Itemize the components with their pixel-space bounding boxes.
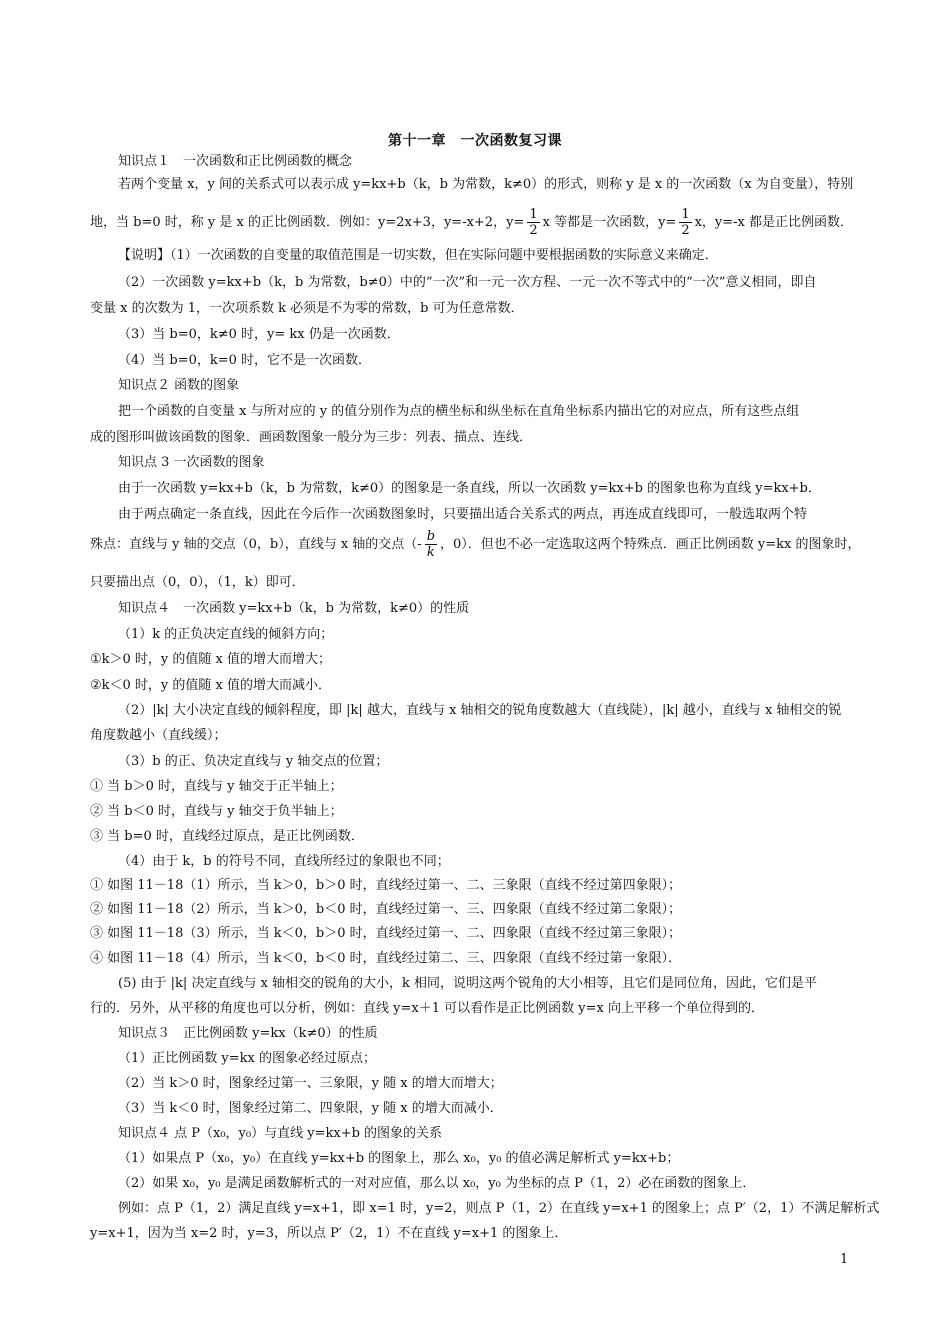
knowledge-point-4-heading: 知识点４ 一次函数 y=kx+b（k，b 为常数，k≠0）的性质 xyxy=(118,601,470,616)
fraction-one-half xyxy=(679,207,691,238)
paragraph-line: （4）由于 k，b 的符号不同，直线所经过的象限也不同； xyxy=(118,854,450,869)
knowledge-point-1-heading: 知识点１ 一次函数和正比例函数的概念 xyxy=(118,154,353,169)
paragraph-line: （2）一次函数 y=kx+b（k，b 为常数，b≠0）中的“一次”和一元一次方程、一元一次不等式中的“一次”意义相同，即自 xyxy=(118,275,817,290)
paragraph-line: 由于一次函数 y=kx+b（k，b 为常数，k≠0）的图象是一条直线，所以一次函数 y=kx+b 的图象也称为直线 y=kx+b． xyxy=(118,481,821,496)
paragraph-line: （3）b 的正、负决定直线与 y 轴交点的位置； xyxy=(118,754,389,769)
paragraph-line: （2）|k| 大小决定直线的倾斜程度，即 |k| 越大，直线与 x 轴相交的锐角度数越大（直线陡），|k| 越小，直线与 x 轴相交的锐 xyxy=(118,703,842,718)
chapter-title: 第十一章 一次函数复习课 xyxy=(388,133,562,149)
knowledge-point-3-heading: 知识点 3 一次函数的图象 xyxy=(118,455,265,470)
text-segment: 殊点：直线与 y 轴的交点（0，b），直线与 x 轴的交点（- xyxy=(90,537,422,552)
paragraph-line: （3）当 k＜0 时，图象经过第二、四象限，y 随 x 的增大而减小． xyxy=(118,1101,503,1116)
paragraph-line: ① 如图 11－18（1）所示，当 k＞0，b＞0 时，直线经过第一、二、三象限（直线不经过第四象限）； xyxy=(90,878,682,893)
paragraph-line: 由于两点确定一条直线，因此在今后作一次函数图象时，只要描出适合关系式的两点，再连成直线即可，一般选取两个特 xyxy=(118,507,808,522)
paragraph-line: 把一个函数的自变量 x 与所对应的 y 的值分别作为点的横坐标和纵坐标在直角坐标系内描出它的对应点，所有这些点组 xyxy=(118,404,800,419)
paragraph-line: （1）k 的正负决定直线的倾斜方向； xyxy=(118,627,334,642)
fraction-denominator: 2 xyxy=(529,223,538,238)
paragraph-line: （3）当 b=0，k≠0 时，y= kx 仍是一次函数． xyxy=(118,327,400,342)
paragraph-line: 变量 x 的次数为 1，一次项系数 k 必须是不为零的常数，b 可为任意常数． xyxy=(90,301,524,316)
paragraph-line: （1）如果点 P（x₀，y₀）在直线 y=kx+b 的图象上，那么 x₀，y₀ 的值必满足解析式 y=kx+b； xyxy=(118,1151,680,1166)
knowledge-point-6-heading: 知识点４ 点 P（x₀，y₀）与直线 y=kx+b 的图象的关系 xyxy=(118,1126,443,1141)
paragraph-line: ②k＜0 时，y 的值随 x 值的增大而减小． xyxy=(90,678,332,693)
paragraph-line: (5) 由于 |k| 决定直线与 x 轴相交的锐角的大小，k 相同，说明这两个锐角的大小相等，且它们是同位角，因此，它们是平 xyxy=(118,976,818,991)
fraction-one-half xyxy=(527,207,539,238)
paragraph-line: y=x+1，因为当 x=2 时，y=3，所以点 P′（2，1）不在直线 y=x+1 的图象上． xyxy=(90,1226,568,1241)
fraction-denominator: 2 xyxy=(681,223,690,238)
fraction-numerator: b xyxy=(426,529,436,544)
paragraph-line: 成的图形叫做该函数的图象．画函数图象一般分为三步：列表、描点、连线． xyxy=(90,430,533,445)
paragraph-line: ① 当 b＞0 时，直线与 y 轴交于正半轴上； xyxy=(90,779,343,794)
paragraph-line xyxy=(90,527,880,563)
page-number: 1 xyxy=(840,1252,849,1267)
text-segment: x，y=-x 都是正比例函数． xyxy=(694,215,854,230)
fraction-b-over-k xyxy=(425,529,437,560)
paragraph-line: （2）如果 x₀，y₀ 是满足函数解析式的一对对应值，那么以 x₀，y₀ 为坐标的点 P（1，2）必在函数的图象上． xyxy=(118,1176,756,1191)
text-segment: 地，当 b=0 时，称 y 是 x 的正比例函数．例如：y=2x+3，y=-x+2，y= xyxy=(90,215,525,230)
paragraph-line: 角度数越小（直线缓）； xyxy=(90,728,227,743)
paragraph-line: 只要描出点（0，0），（1，k）即可． xyxy=(90,575,305,590)
text-segment: x 等都是一次函数，y= xyxy=(542,215,677,230)
note-paragraph: 【说明】（1）一次函数的自变量的取值范围是一切实数，但在实际问题中要根据函数的实际意义来确定． xyxy=(118,248,718,263)
fraction-denominator: k xyxy=(426,545,435,560)
paragraph-line: ② 如图 11－18（2）所示，当 k＞0，b＜0 时，直线经过第一、三、四象限（直线不经过第二象限）； xyxy=(90,902,682,917)
paragraph-line: 例如：点 P（1，2）满足直线 y=x+1，即 x=1 时，y=2，则点 P（1，2）在直线 y=x+1 的图象上；点 P′（2，1）不满足解析式 xyxy=(118,1201,880,1216)
paragraph-line: ③ 如图 11－18（3）所示，当 k＜0，b＞0 时，直线经过第一、二、四象限（直线不经过第三象限）； xyxy=(90,926,682,941)
knowledge-point-5-heading: 知识点３ 正比例函数 y=kx（k≠0）的性质 xyxy=(118,1026,378,1041)
text-segment: ，0）．但也不必一定选取这两个特殊点．画正比例函数 y=kx 的图象时， xyxy=(440,537,861,552)
paragraph-line: 行的．另外，从平移的角度也可以分析，例如：直线 y=x＋1 可以看作是正比例函数 y=x 向上平移一个单位得到的． xyxy=(90,1001,764,1016)
paragraph-line: （1）正比例函数 y=kx 的图象必经过原点； xyxy=(118,1051,376,1066)
paragraph-line: （2）当 k＞0 时，图象经过第一、三象限，y 随 x 的增大而增大； xyxy=(118,1076,503,1091)
paragraph-line xyxy=(90,206,880,240)
paragraph-line: （4）当 b=0，k=0 时，它不是一次函数． xyxy=(118,353,372,368)
fraction-numerator: 1 xyxy=(529,207,538,222)
paragraph-line: ③ 当 b=0 时，直线经过原点，是正比例函数． xyxy=(90,829,364,844)
paragraph-line: ①k＞0 时，y 的值随 x 值的增大而增大； xyxy=(90,652,332,667)
paragraph-line: ② 当 b＜0 时，直线与 y 轴交于负半轴上； xyxy=(90,804,343,819)
knowledge-point-2-heading: 知识点２ 函数的图象 xyxy=(118,378,240,393)
paragraph-line: ④ 如图 11－18（4）所示，当 k＜0，b＜0 时，直线经过第二、三、四象限（直线不经过第一象限）． xyxy=(90,951,682,966)
fraction-numerator: 1 xyxy=(681,207,690,222)
paragraph-line: 若两个变量 x，y 间的关系式可以表示成 y=kx+b（k，b 为常数，k≠0）的形式，则称 y 是 x 的一次函数（x 为自变量），特别 xyxy=(118,177,854,192)
